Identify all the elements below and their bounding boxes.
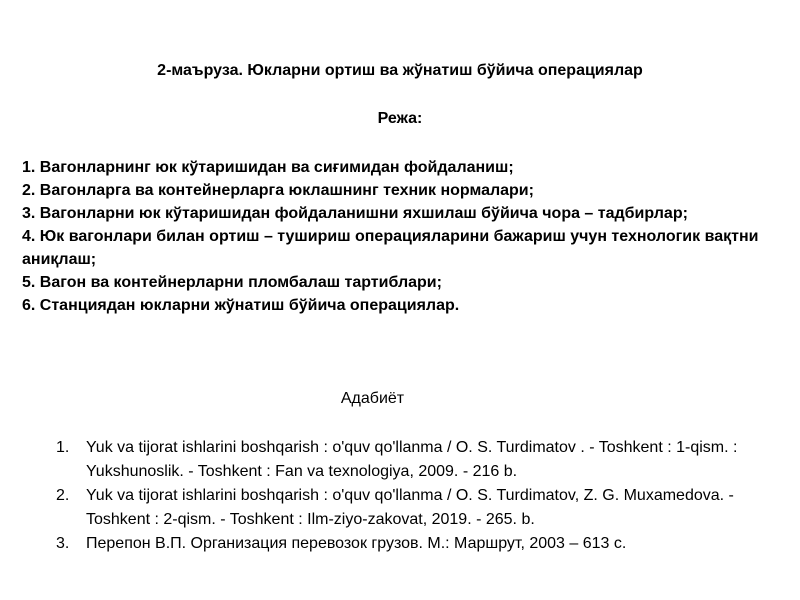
reference-number: 2. (56, 487, 70, 504)
reference-item (56, 484, 776, 532)
reference-item (56, 436, 776, 484)
plan-item: 1. Вагонларнинг юк кўтаришидан ва сиғимидан фойдаланиш; (22, 159, 514, 176)
reference-text: Yuk va tijorat ishlarini boshqarish : o'quv qo'llanma / O. S. Turdimatov, Z. G. Muxamedova. - Toshkent : 2-qism. - Toshkent : Ilm-ziyo-zakovat, 2019. - 265. b. (86, 487, 734, 528)
reference-number: 3. (56, 535, 70, 552)
reference-number: 1. (56, 439, 70, 456)
lecture-title: 2-маъруза. Юкларни ортиш ва жўнатиш бўйича операциялар (157, 62, 643, 79)
reference-text: Yuk va tijorat ishlarini boshqarish : o'quv qo'llanma / O. S. Turdimatov . - Toshkent : 1-qism. : Yukshunoslik. - Toshkent : Fan va texnologiya, 2009. - 216 b. (86, 439, 738, 480)
references-heading: Адабиёт (340, 390, 405, 407)
plan-item: 2. Вагонларга ва контейнерларга юклашнинг техник нормалари; (22, 182, 534, 199)
plan-heading: Режа: (377, 110, 423, 127)
plan-item: 6. Станциядан юкларни жўнатиш бўйича операциялар. (22, 297, 460, 314)
reference-item (56, 532, 776, 556)
plan-item: 3. Вагонларни юк кўтаришидан фойдаланишни яхшилаш бўйича чора – тадбирлар; (22, 205, 688, 222)
plan-item: 4. Юк вагонлари билан ортиш – тушириш операцияларини бажариш учун технологик вақтни аниқлаш; (22, 228, 759, 268)
plan-item: 5. Вагон ва контейнерларни пломбалаш тартиблари; (22, 274, 442, 291)
references-list (56, 436, 776, 556)
plan-list (22, 156, 782, 317)
reference-text: Перепон В.П. Организация перевозок грузов. М.: Маршрут, 2003 – 613 с. (86, 535, 627, 552)
